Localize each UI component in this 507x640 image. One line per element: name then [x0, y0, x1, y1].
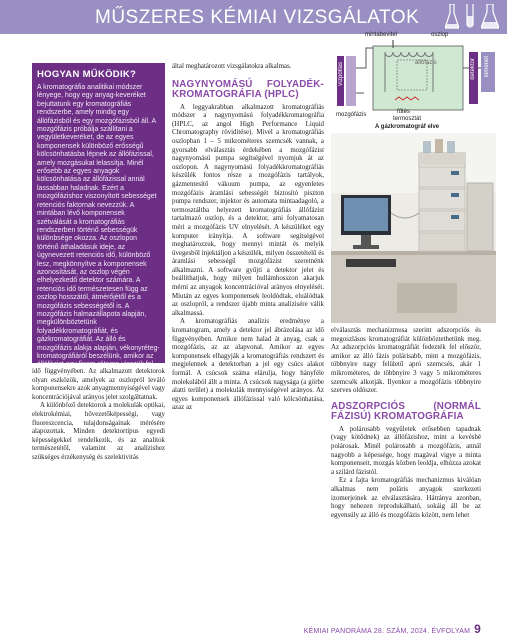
flask-icon — [445, 4, 459, 30]
paragraph: által meghatározott vizsgálatokra alkalmas. — [172, 63, 292, 70]
right-column — [331, 327, 481, 520]
hplc-instrument-photo — [331, 133, 496, 323]
erlenmeyer-icon — [481, 4, 499, 30]
paragraph: A kromatográfiás analízis eredménye a kromatogram, amely a detektor jel ábrázolása az idő függvényében. Amikor nem halad át anyag, csak a mozgófázis, az az alapvonal. Amikor az egyes komponensek elhagyják a kromatográfiás rendszert és megjelennek a detektorban a jel egy csúcs alakot formál. A csúcsok száma elárulja, hogy hányféle molekulából állt a minta. A csúcsok nagysága (a görbe alatti terület) a molekulák mennyiségével arányos. Az egyes komponensek állófázissal való kölcsönhatása, azaz az — [172, 318, 324, 412]
paragraph: elválasztás mechanizmusa szerint adszorpciós és megoszlásos kromatográfiát különböztethetünk meg. Az adszorpciós kromatográfiát fedezték fel először, amikor az álló fázis polárisabb, mint a mozgófázis, többnyire nagy felületű apró szemcsés, akár 1 mikrométeres, de többnyire 3 vagy 5 mikrométeres szemcsék alkotják. Ilyenkor a mozgófázis többnyire szerves oldószer. — [331, 327, 481, 395]
paragraph: idő függvényében. Az alkalmazott detektorok olyan eszközök, amelyek az oszlopról leváló komponensekre azok anyagmennyiségével vagy koncentrációjával arányos jelet szolgáltatnak. — [32, 368, 165, 401]
page-title: MŰSZERES KÉMIAI VIZSGÁLATOK — [95, 7, 420, 28]
diagram-label: detektor — [470, 58, 476, 80]
left-column — [32, 368, 165, 463]
diagram-label: vízpótlás — [338, 62, 344, 86]
paragraph: A különböző detektorok a molekulák optikai, elektrokémiai, hővezetőképességi, vagy fluoreszcencia, tulajdonságainak mérésére alapozottak. Minden detektortípus egyedi képességekkel rendelkezik, és az analitok természetétől, valamint az analízishez szükséges érzékenység és szelektivitás — [32, 402, 165, 461]
photo-drawing — [331, 133, 496, 323]
diagram-label: termosztát — [393, 116, 422, 122]
page-number: 9 — [474, 622, 481, 636]
diagram-label: mintabevitel — [365, 32, 398, 38]
test-tube-icon — [465, 4, 475, 30]
paragraph: Ez a fajta kromatográfiás mechanizmus kiválóan alkalmas nem poláris anyagok szerkezeti izomerjeinek az elválasztására. Hátránya azonban, hogy nehezen reprodukálható, sokáig áll be az egyensúly az álló és mozgófázis között, nem lehet — [331, 477, 481, 519]
page-header — [0, 0, 507, 34]
section-heading-adsorption: ADSZORPCIÓS (NORMÁL FÁZISÚ) KROMATOGRÁFIA — [331, 400, 481, 423]
paragraph: A polárosabb vegyületek erősebben tapadnak (vagy kötődnek) az állófázishoz, mint a kevésbé polárosak. Minél polárosabb a mozgófázis, annál nagyobb a képessége, hogy magával vigye a minta komponenseit, mozgás közben leoldja, elhúzza azokat a szilárd fázistól. — [331, 425, 481, 476]
info-box-title: HOGYAN MŰKÖDIK? — [37, 69, 137, 80]
paragraph: A leggyakrabban alkalmazott kromatográfiás módszer a nagynyomású folyadékkromatográfia (HPLC, az angol High Performance Liquid Chromatography rövidítése). Mivel a kromatográfiás oszlopban 1 – 5 mikrométeres szemcsék vannak, a gyorsabb elválasztás érdekében a mozgófázist nagynyomású pumpa segítségével nyomjuk át az oszlopon. A nagynyomású folyadékkromatográfiás készülék fontos része a mozgófázis tartályok, gázmentesítő vákuum pumpa, az egyenletes mozgófázis áramlási sebességét biztosító piszton pumpa rendszer, injektor és automata mintaadagoló, a termosztáltba helyezett kromatográfiás állófázist tartalmazó oszlop, és a detektor, ami folyamatosan méri a mozgófázis UV elnyelését. A készüléket egy komputer irányítja. A software segítségével meghatározzuk, hogy mennyi mintát és melyik üvegesből injektáljon a készülék, milyen összetételű és áramlási sebességű mozgófázist szeretnénk alkalmazni. A software gyűjti a detektor jelet és beállíthatjuk, hogy milyen hullámhosszon akarjuk mérni az anyagok koncentrációval arányos elnyelését. Miután az egyes komponensek leoldódtak, eluálódtak az oszlopról, a rendszer újabb minta analízisére válik alkalmassá. — [172, 103, 324, 317]
chromatograph-diagram — [335, 32, 502, 133]
info-box-text: A kromatográfia analitikai módszer lényege, hogy egy anyag-keveréket bejuttatunk egy kromatográfiás rendszerbe, amely mindig egy állófázisból és egy mozgófázisból áll. A mozgófázis próbálja szállítani a vegyületkeveréket, de az egyes komponensek különböző erősségű kölcsönhatásba lépnek az állófázissal, amely mozgásukat lelassítja. Minél erősebb az egyes anyagok kölcsönhatása az állófázissal annál lassabban haladnak. Ezért a mozgófázishoz viszonyított sebességet retenciós faktornak nevezzük. A mintában lévő komponensek szétválását a kromatográfiás rendszerben történő sebességük különbsége okozza. Az oszlopon történő áthaladásuk ideje, az úgynevezett retenciós idő, különböző lesz, megkönnyítve a komponensek azonosítását, az oszlop végén elhelyezkedő detektor számára. A retenciós idő természetesen függ az oszlop hosszától, átmérőjétől és a mozgófázis sebességétől is. A mozgófázis halmazállapota alapján, megkülönböztetünk folyadékkromatográfiát, és gázkromatográfiát. Az álló és mozgófázis alakja alapján, vékonyréteg-kromatográfiáról beszélünk, amikor az — [37, 84, 160, 360]
header-decoration — [445, 4, 499, 30]
diagram-label: kimenet — [484, 56, 490, 78]
footer-text: KÉMIAI PANORÁMA 28. SZÁM, 2024. ÉVFOLYAM — [303, 628, 471, 635]
info-box — [32, 63, 165, 363]
middle-column — [172, 63, 324, 413]
diagram-label: mozgófázis — [336, 112, 367, 118]
page-footer — [304, 622, 481, 636]
diagram-label: fűtés — [397, 109, 411, 115]
diagram-label: oszlop — [431, 32, 449, 38]
diagram-label: állófázis — [415, 60, 437, 66]
diagram-caption: A gázkromatográf elve — [375, 124, 440, 130]
section-heading-hplc: NAGYNYOMÁSÚ FOLYADÉK-KROMATOGRÁFIA (HPLC) — [172, 78, 324, 101]
